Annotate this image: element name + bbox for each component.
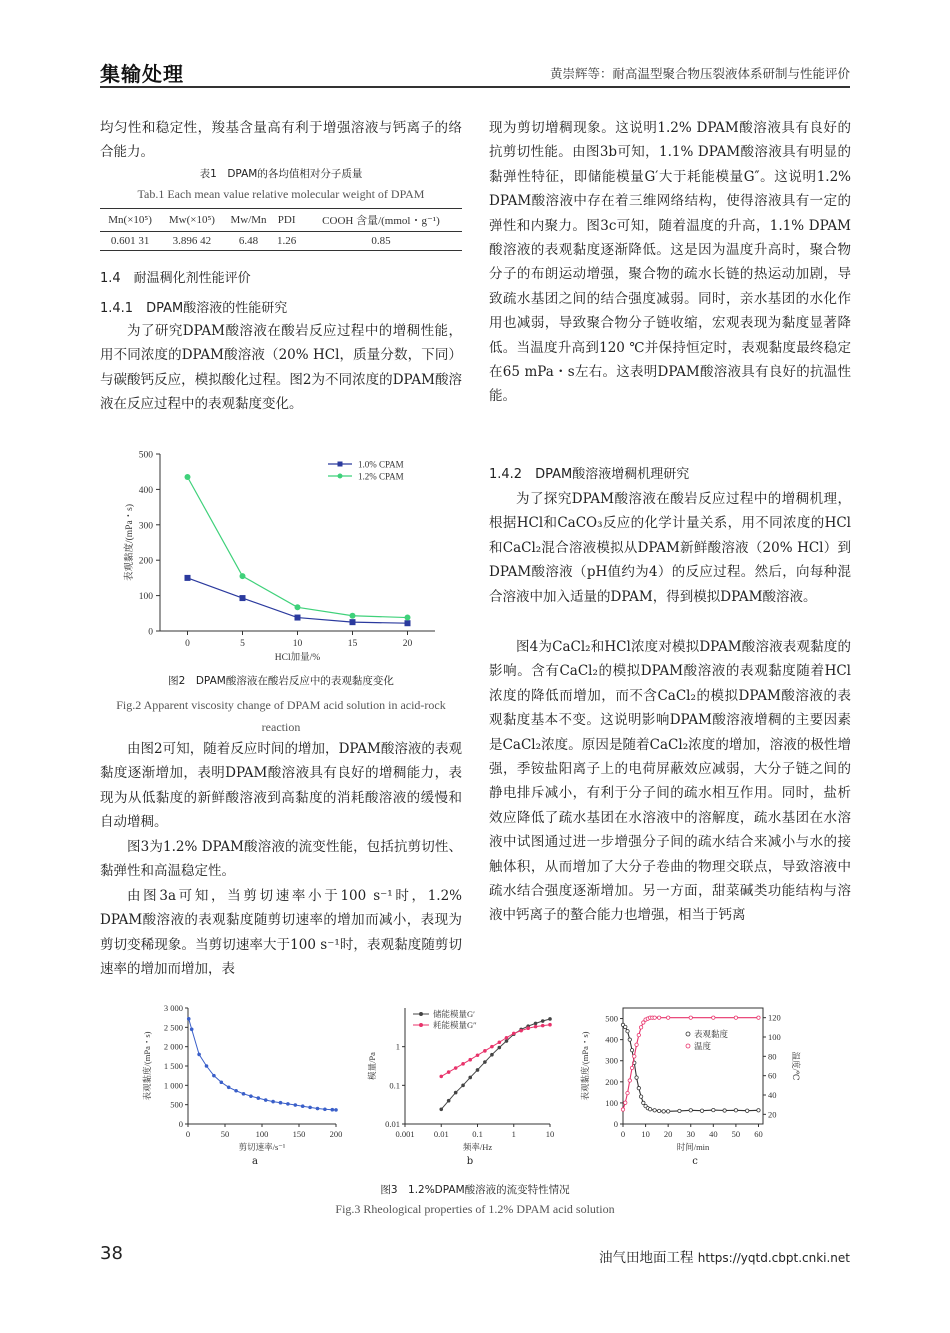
series-line (623, 1025, 758, 1111)
x-axis-label: HCl加量/% (274, 653, 321, 663)
legend-marker (338, 474, 343, 479)
y-axis-label: 模量/Pa (367, 1052, 377, 1080)
x-tick-label: 60 (754, 1129, 763, 1139)
fig3c-sublabel: c (692, 1156, 698, 1167)
y-tick-label: 3 000 (163, 1003, 183, 1013)
x-tick-label: 50 (220, 1129, 230, 1139)
data-point (630, 1066, 633, 1069)
page-number: 38 (100, 1243, 123, 1264)
series-line (189, 1019, 336, 1110)
series-line (623, 1018, 758, 1110)
y-axis-label: 表观黏度/(mPa・s) (580, 1031, 590, 1101)
data-point (505, 1039, 509, 1043)
data-point (534, 1022, 538, 1026)
fig2-caption-en: Fig.2 Apparent viscosity change of DPAM acid solution in acid-rock reaction (116, 698, 446, 734)
legend-label: 耗能模量G″ (433, 1020, 477, 1030)
y-axis-label: 表观黏度/(mPa・s) (125, 503, 135, 582)
x-tick-label: 30 (686, 1129, 695, 1139)
y-tick-label: 1 000 (163, 1080, 183, 1091)
data-point (689, 1109, 692, 1112)
data-point (468, 1076, 472, 1080)
y-tick-label: 100 (138, 592, 153, 603)
data-point (490, 1053, 494, 1057)
y-tick-label: 400 (605, 1034, 618, 1045)
x-tick-label: 20 (402, 639, 413, 649)
data-point (279, 1101, 283, 1105)
data-point (350, 619, 356, 625)
paragraph-left-0: 均匀性和稳定性，羧基含量高有利于增强溶液与钙离子的络合能力。 (100, 120, 462, 161)
data-point (648, 1108, 651, 1111)
data-point (331, 1108, 335, 1112)
table1-cell: 6.48 (224, 232, 274, 251)
data-point (240, 595, 246, 601)
data-point (350, 613, 356, 619)
data-point (653, 1016, 656, 1019)
data-point (334, 1108, 338, 1112)
data-point (548, 1017, 552, 1021)
data-point (185, 575, 191, 581)
data-point (190, 1027, 194, 1031)
data-point (734, 1109, 737, 1112)
fig3b-sublabel: b (466, 1156, 474, 1167)
data-point (483, 1060, 487, 1064)
data-point (187, 1017, 191, 1021)
data-point (519, 1029, 523, 1033)
section-heading-1-4-1: 1.4.1 DPAM酸溶液的性能研究 (100, 301, 288, 316)
y2-tick-label: 40 (768, 1090, 777, 1100)
data-point (271, 1100, 275, 1104)
data-point (483, 1049, 487, 1053)
x-tick-label: 1 (511, 1129, 516, 1139)
data-point (678, 1109, 681, 1112)
y-tick-label: 500 (138, 450, 153, 461)
paragraph-left-1: 为了研究DPAM酸溶液在酸岩反应过程中的增稠性能，用不同浓度的DPAM酸溶液（20% HCl，质量分数，下同）与碳酸钙反应，模拟酸化过程。图2为不同浓度的DPAM酸溶液在反应过程中的表观黏度变化。 (100, 323, 462, 413)
y2-tick-label: 120 (768, 1012, 781, 1023)
table1-cell: 0.601 31 (100, 232, 160, 251)
data-point (662, 1110, 665, 1113)
y-tick-label: 2 000 (163, 1041, 183, 1052)
table1-header: Mw(×10⁵) (160, 209, 224, 232)
table1-cell: 1.26 (273, 232, 300, 251)
data-point (639, 1095, 642, 1098)
data-point (316, 1107, 320, 1111)
data-point (295, 604, 301, 610)
data-point (541, 1024, 545, 1028)
y2-tick-label: 20 (768, 1109, 777, 1120)
data-point (712, 1016, 715, 1019)
data-point (295, 615, 301, 621)
data-point (405, 615, 411, 621)
x-tick-label: 150 (292, 1129, 306, 1139)
data-point (498, 1046, 502, 1050)
data-point (534, 1025, 538, 1029)
table1 (100, 208, 462, 251)
y-tick-label: 300 (605, 1055, 618, 1066)
x-tick-label: 200 (329, 1129, 343, 1139)
data-point (308, 1106, 312, 1110)
data-point (234, 1089, 238, 1093)
y-tick-label: 300 (138, 521, 153, 532)
section-heading-1-4: 1.4 耐温稠化剂性能评价 (100, 271, 251, 286)
table1-cell: 3.896 42 (160, 232, 224, 251)
legend-label: 1.0% CPAM (358, 459, 404, 470)
data-point (405, 620, 411, 626)
x-tick-label: 10 (641, 1129, 650, 1139)
x-tick-label: 5 (240, 639, 245, 649)
data-point (212, 1074, 216, 1078)
footer-journal (599, 1246, 850, 1266)
fig3c-chart (578, 1002, 818, 1167)
data-point (626, 1091, 629, 1094)
paragraph-right-1: 现为剪切增稠现象。这说明1.2% DPAM酸溶液具有良好的抗剪切性能。由图3b可知，1.1% DPAM酸溶液具有明显的黏弹性特征，即储能模量G′大于耗能模量G″。这说明1.2% DPAM酸溶液中存在着三维网络结构，使得溶液具有一定的弹性和内聚力。图3c可知，随着温度的升高，1.1% DPAM酸溶液的表观黏度逐渐降低。这是因为温度升高时，聚合物分子的布朗运动增强，聚合物的疏水长链的热运动加剧，导致疏水基团之间的结合强度减弱。同时，亲水基团的水化作用也减弱，导致聚合物分子链收缩，宏观表现为黏度显著降低。当温度升高到120 ℃并保持恒定时，表观黏度最终稳定在65 mPa・s左右。这表明DPAM酸溶液具有良好的抗温性能。 (489, 120, 851, 405)
fig3-caption-en: Fig.3 Rheological properties of 1.2% DPAM acid solution (335, 1202, 615, 1216)
data-point (323, 1108, 327, 1112)
x-tick-label: 100 (255, 1129, 269, 1139)
y-tick-label: 500 (170, 1099, 183, 1110)
data-point (526, 1026, 530, 1030)
data-point (286, 1102, 290, 1106)
y-axis-label: 表观黏度/(mPa・s) (142, 1031, 152, 1101)
data-point (712, 1108, 715, 1111)
table1-header: Mn(×10⁵) (100, 209, 160, 232)
y-tick-label: 0 (148, 627, 153, 638)
legend-label: 温度 (694, 1041, 712, 1051)
legend-marker (686, 1032, 690, 1036)
data-point (630, 1048, 633, 1051)
x-tick-label: 20 (663, 1129, 673, 1139)
x-tick-label: 0.01 (433, 1129, 449, 1139)
data-point (227, 1085, 231, 1089)
x-axis-label: 频率/Hz (462, 1142, 493, 1152)
data-point (635, 1043, 638, 1046)
data-point (700, 1109, 703, 1112)
footer-url[interactable]: https://yqtd.cbpt.cnki.net (697, 1251, 850, 1265)
x-tick-label: 15 (347, 639, 358, 649)
y-tick-label: 1 500 (163, 1061, 183, 1071)
table1-header: PDI (273, 209, 300, 232)
data-point (468, 1058, 472, 1062)
paragraph-left-3: 图3为1.2% DPAM酸溶液的流变性能，包括抗剪切性、黏弹性和高温稳定性。 (100, 839, 462, 880)
data-point (257, 1096, 261, 1100)
data-point (242, 1092, 246, 1096)
journal-section-title: 集输处理 (100, 62, 184, 86)
data-point (476, 1068, 480, 1072)
footer-journal-name: 油气田地面工程 (598, 1250, 694, 1266)
data-point (657, 1016, 660, 1019)
data-point (498, 1040, 502, 1044)
data-point (205, 1064, 209, 1068)
table1-header: Mw/Mn (224, 209, 274, 232)
data-point (757, 1109, 760, 1112)
data-point (689, 1016, 692, 1019)
legend-label: 1.2% CPAM (358, 471, 404, 482)
y-tick-label: 200 (138, 556, 153, 567)
y-tick-label: 0 (613, 1119, 618, 1129)
data-point (626, 1030, 629, 1033)
x-tick-label: 0 (620, 1129, 626, 1139)
y-tick-label: 0.1 (389, 1080, 400, 1091)
paragraph-right-3: 图4为CaCl₂和HCl浓度对模拟DPAM酸溶液表观黏度的影响。含有CaCl₂的模拟DPAM酸溶液的表观黏度随着HCl浓度的降低而增加，而不含CaCl₂的模拟DPAM酸溶液的表观黏度基本不变。这说明影响DPAM酸溶液增稠的主要因素是CaCl₂浓度。原因是随着CaCl₂浓度的增加，溶液的极性增强，季铵盐阳离子上的电荷屏蔽效应减弱，大分子链之间的静电排斥减小，有利于分子间的疏水相互作用。同时，盐析效应降低了疏水基团在水溶液中的溶解度，疏水基团在水溶液中试图通过进一步增强分子间的疏水结合来减小与水的接触体积，从而增加了大分子卷曲的物理交联点，导致溶液中疏水结合强度逐渐增加。另一方面，甜菜碱类功能结构与溶液中钙离子的螯合能力也增强，相当于钙离 (489, 639, 851, 924)
data-point (505, 1036, 509, 1040)
fig3a-chart (140, 1002, 370, 1167)
data-point (637, 1033, 640, 1036)
data-point (439, 1075, 443, 1079)
x-tick-label: 10 (292, 639, 303, 649)
y-tick-label: 1 (395, 1041, 400, 1052)
paragraph-left-2: 由图2可知，随着反应时间的增加，DPAM酸溶液的表观黏度逐渐增加，表明DPAM酸溶液具有良好的增稠能力，表现为从低黏度的新鲜酸溶液到高黏度的消耗酸溶液的缓慢和自动增稠。 (100, 741, 462, 831)
data-point (439, 1107, 443, 1111)
header-rule (100, 86, 850, 88)
data-point (633, 1055, 636, 1058)
data-point (240, 573, 246, 579)
data-point (624, 1101, 627, 1104)
legend-marker (419, 1012, 423, 1016)
x-tick-label: 0 (185, 1129, 191, 1139)
data-point (723, 1109, 726, 1112)
data-point (264, 1098, 268, 1102)
section-heading-1-4-2: 1.4.2 DPAM酸溶液增稠机理研究 (489, 467, 690, 482)
data-point (628, 1079, 631, 1082)
y-tick-label: 100 (605, 1097, 618, 1108)
fig3-caption-cn: 图3 1.2%DPAM酸溶液的流变特性情况 (380, 1184, 570, 1196)
y2-tick-label: 80 (768, 1051, 777, 1062)
y2-tick-label: 60 (768, 1070, 777, 1081)
data-point (621, 1108, 624, 1111)
x-tick-label: 0.1 (472, 1129, 483, 1139)
data-point (653, 1109, 656, 1112)
data-point (447, 1099, 451, 1103)
data-point (657, 1109, 660, 1112)
data-point (476, 1053, 480, 1057)
data-point (220, 1080, 224, 1084)
data-point (301, 1104, 305, 1108)
data-point (639, 1026, 642, 1029)
data-point (249, 1094, 253, 1098)
data-point (185, 474, 191, 480)
data-point (745, 1109, 748, 1112)
fig3a-sublabel: a (252, 1156, 258, 1167)
x-tick-label: 10 (545, 1129, 555, 1139)
y-tick-label: 0 (178, 1119, 183, 1129)
data-point (454, 1066, 458, 1070)
y2-tick-label: 100 (768, 1032, 781, 1042)
series-line (441, 1019, 550, 1109)
fig2-caption-cn: 图2 DPAM酸溶液在酸岩反应中的表观黏度变化 (168, 675, 394, 687)
data-point (454, 1091, 458, 1095)
y-tick-label: 2 500 (163, 1022, 183, 1033)
data-point (624, 1025, 627, 1028)
data-point (757, 1016, 760, 1019)
data-point (461, 1062, 465, 1066)
table1-cell: 0.85 (300, 232, 462, 251)
data-point (642, 1101, 645, 1104)
fig2-chart (120, 446, 450, 664)
x-tick-label: 40 (709, 1129, 718, 1139)
legend-marker (419, 1023, 423, 1027)
y-tick-label: 500 (605, 1013, 618, 1024)
data-point (548, 1023, 552, 1027)
y-tick-label: 400 (138, 485, 153, 496)
x-tick-label: 0.001 (395, 1129, 415, 1139)
table1-header: COOH 含量/(mmol・g⁻¹) (300, 209, 462, 232)
data-point (637, 1086, 640, 1089)
y-tick-label: 0.01 (385, 1119, 400, 1129)
x-tick-label: 0 (185, 639, 190, 649)
paragraph-right-2: 为了探究DPAM酸溶液在酸岩反应过程中的增稠机理，根据HCl和CaCO₃反应的化学计量关系，用不同浓度的HCl和CaCl₂混合溶液模拟从DPAM新鲜酸溶液（20% HCl）到DPAM酸溶液（pH值约为4）的反应过程。然后，向每种混合溶液中加入适量的DPAM，得到模拟DPAM酸溶液。 (489, 491, 851, 605)
data-point (294, 1103, 298, 1107)
y2-axis-label: 温度/℃ (791, 1051, 801, 1081)
table1-caption-en: Tab.1 Each mean value relative molecular weight of DPAM (137, 187, 425, 201)
legend-label: 表观黏度 (694, 1029, 729, 1039)
fig3b-chart (365, 1002, 565, 1167)
data-point (490, 1045, 494, 1049)
x-tick-label: 50 (731, 1129, 741, 1139)
data-point (541, 1019, 545, 1023)
running-title: 黄崇辉等：耐高温型聚合物压裂液体系研制与性能评价 (549, 66, 850, 81)
paragraph-left-4: 由图3a可知，当剪切速率小于100 s⁻¹时，1.2% DPAM酸溶液的表观黏度随剪切速率的增加而减小，表现为剪切变稀现象。当剪切速率大于100 s⁻¹时，表观黏度随剪切速率的增加而增加，表 (100, 888, 462, 978)
y-tick-label: 200 (605, 1076, 618, 1087)
data-point (635, 1076, 638, 1079)
series-line (188, 477, 408, 618)
data-point (734, 1016, 737, 1019)
data-point (461, 1084, 465, 1088)
legend-marker (338, 462, 343, 467)
data-point (512, 1032, 516, 1036)
x-axis-label: 剪切速率/s⁻¹ (238, 1142, 286, 1152)
data-point (628, 1038, 631, 1041)
data-point (197, 1053, 201, 1057)
data-point (666, 1110, 669, 1113)
table1-caption-cn: 表1 DPAM的各均值相对分子质量 (199, 168, 363, 180)
data-point (447, 1070, 451, 1074)
legend-marker (686, 1044, 690, 1048)
data-point (666, 1016, 669, 1019)
x-axis-label: 时间/min (676, 1142, 710, 1152)
legend-label: 储能模量G′ (433, 1009, 475, 1019)
